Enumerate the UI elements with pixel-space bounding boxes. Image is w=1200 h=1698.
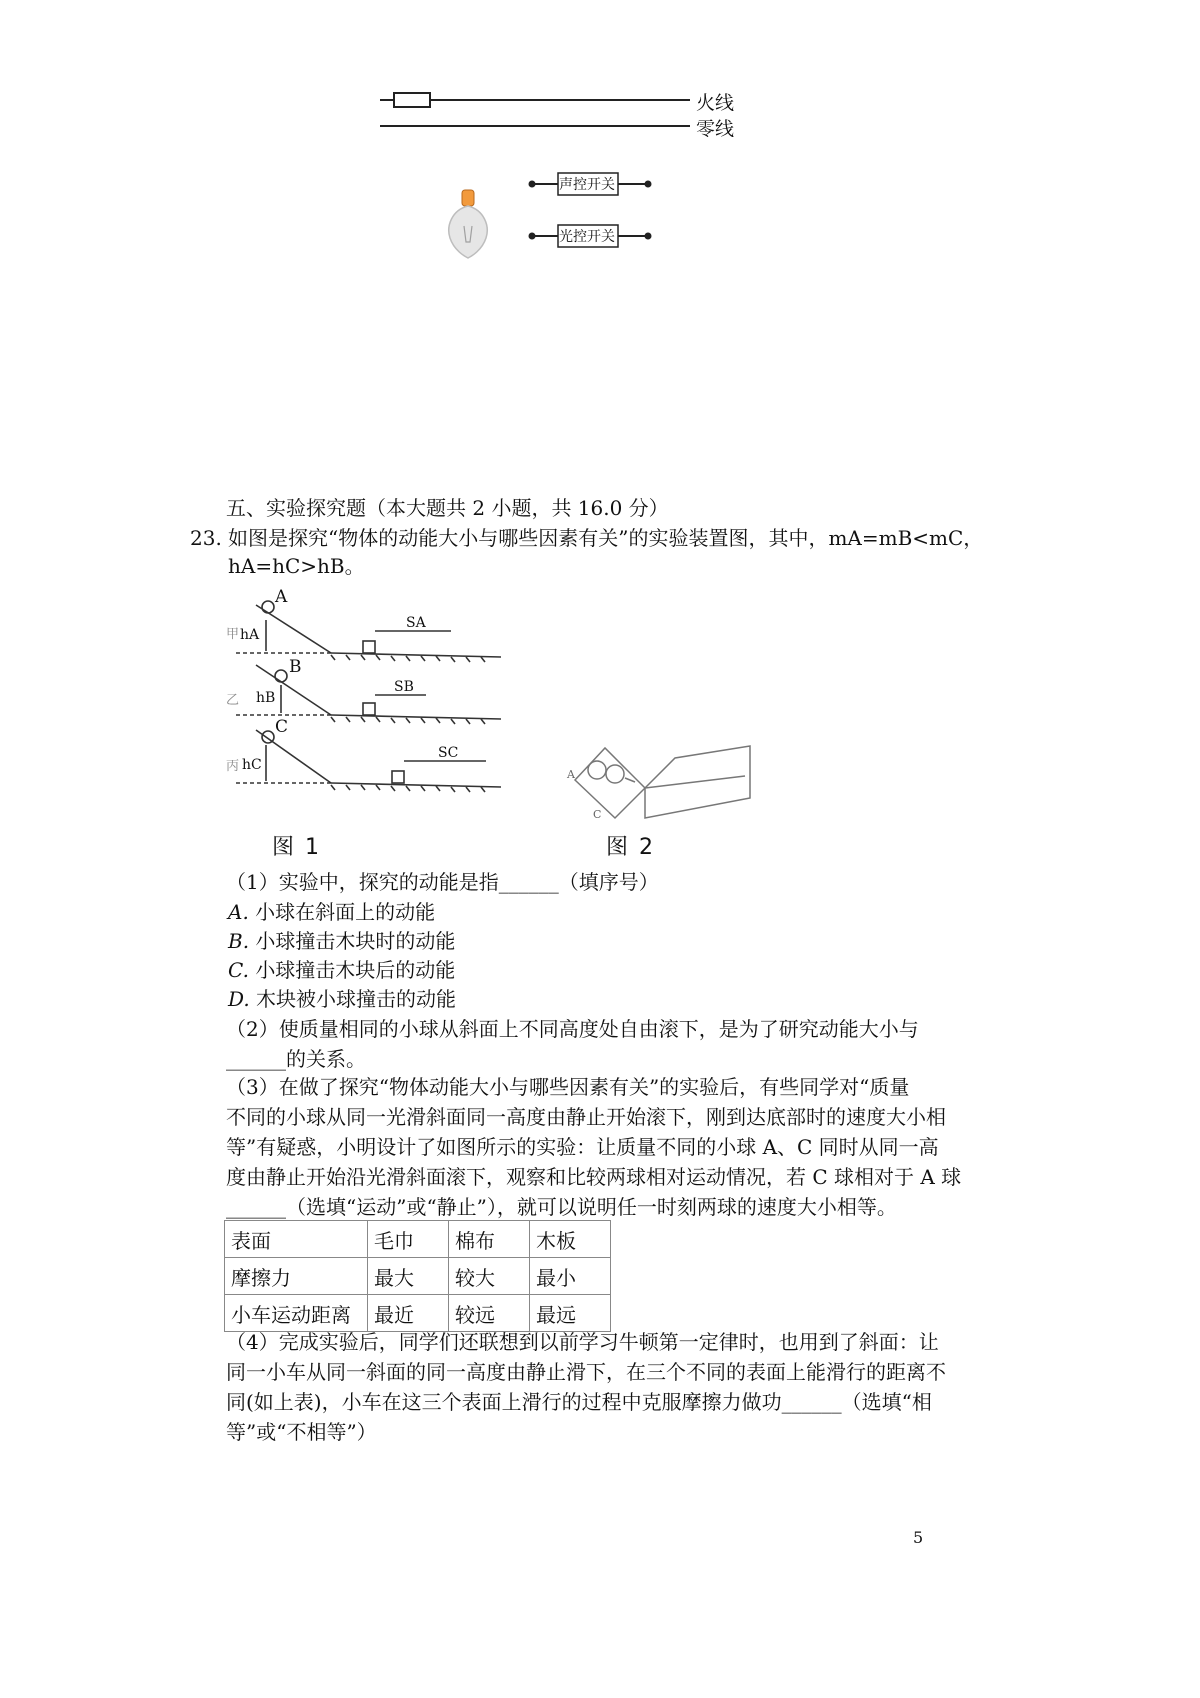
table-cell: 表面 bbox=[225, 1221, 368, 1258]
friction-table bbox=[224, 1220, 611, 1332]
part2-line2: ______的关系。 bbox=[226, 1047, 366, 1071]
option-letter: A. bbox=[228, 900, 249, 924]
part4-line4: 等”或“不相等”） bbox=[226, 1420, 377, 1444]
part3-line1: （3）在做了探究“物体动能大小与哪些因素有关”的实验后，有些同学对“质量 bbox=[226, 1075, 910, 1099]
light-switch-label: 光控开关 bbox=[559, 229, 615, 245]
table-cell: 最小 bbox=[530, 1258, 611, 1295]
table-cell: 较远 bbox=[449, 1295, 530, 1332]
distance-label-a: SA bbox=[406, 615, 426, 631]
height-label-c: hC bbox=[242, 757, 262, 773]
fuse-icon bbox=[394, 93, 430, 107]
option-letter: C. bbox=[228, 958, 249, 982]
circuit-diagram bbox=[380, 86, 780, 276]
option-letter: D. bbox=[228, 987, 250, 1011]
figure-2 bbox=[565, 738, 765, 828]
option-d bbox=[228, 983, 456, 1015]
option-letter: B. bbox=[228, 929, 250, 953]
part4-line1: （4）完成实验后，同学们还联想到以前学习牛顿第一定律时，也用到了斜面：让 bbox=[226, 1330, 939, 1354]
figure-2-ball-c: C bbox=[593, 808, 602, 821]
figure-2-ball-a: A bbox=[567, 768, 575, 781]
ball-label-b: B bbox=[289, 657, 302, 677]
figure-1 bbox=[226, 585, 516, 830]
ball-label-a: A bbox=[275, 587, 288, 607]
figure-1-caption: 图 1 bbox=[272, 835, 321, 860]
table-cell: 毛巾 bbox=[368, 1221, 449, 1258]
table-cell: 较大 bbox=[449, 1258, 530, 1295]
option-text: 木块被小球撞击的动能 bbox=[256, 987, 457, 1011]
question-stem-line2: hA=hC>hB。 bbox=[228, 554, 365, 578]
panel-label-bing: 丙 bbox=[226, 759, 240, 774]
table-cell: 棉布 bbox=[449, 1221, 530, 1258]
option-text: 小球撞击木块时的动能 bbox=[255, 929, 456, 953]
option-text: 小球在斜面上的动能 bbox=[255, 900, 436, 924]
figure-1-drawing bbox=[226, 585, 516, 830]
figure-2-caption: 图 2 bbox=[606, 835, 655, 860]
table-cell: 小车运动距离 bbox=[225, 1295, 368, 1332]
section-title: 五、实验探究题（本大题共 2 小题，共 16.0 分） bbox=[226, 496, 669, 520]
option-b bbox=[228, 925, 455, 957]
sound-switch-label: 声控开关 bbox=[559, 177, 615, 193]
part2-line1: （2）使质量相同的小球从斜面上不同高度处自由滚下，是为了研究动能大小与 bbox=[226, 1017, 919, 1041]
option-text: 小球撞击木块后的动能 bbox=[255, 958, 456, 982]
part3-line3: 等”有疑惑，小明设计了如图所示的实验：让质量不同的小球 A、C 同时从同一高 bbox=[226, 1135, 939, 1159]
panel-label-jia: 甲 bbox=[226, 627, 240, 642]
live-wire-label: 火线 bbox=[696, 92, 735, 114]
distance-label-b: SB bbox=[394, 679, 414, 695]
part4-line2: 同一小车从同一斜面的同一高度由静止滑下，在三个不同的表面上能滑行的距离不 bbox=[226, 1360, 946, 1384]
light-bulb-icon bbox=[449, 190, 487, 258]
part3-line5: ______（选填“运动”或“静止”），就可以说明任一时刻两球的速度大小相等。 bbox=[226, 1195, 897, 1219]
option-a bbox=[228, 896, 435, 928]
height-label-b: hB bbox=[256, 690, 276, 706]
option-c bbox=[228, 954, 455, 986]
table-cell: 最大 bbox=[368, 1258, 449, 1295]
page-number: 5 bbox=[913, 1528, 924, 1547]
question-stem-line1: 如图是探究“物体的动能大小与哪些因素有关”的实验装置图，其中，mA=mB<mC， bbox=[228, 526, 984, 550]
table-cell: 摩擦力 bbox=[225, 1258, 368, 1295]
table-row bbox=[225, 1221, 611, 1258]
panel-label-yi: 乙 bbox=[226, 693, 240, 708]
part3-line2: 不同的小球从同一光滑斜面同一高度由静止开始滚下，刚到达底部时的速度大小相 bbox=[226, 1105, 946, 1129]
height-label-a: hA bbox=[240, 627, 260, 643]
distance-label-c: SC bbox=[438, 745, 459, 761]
part1-prompt: （1）实验中，探究的动能是指______（填序号） bbox=[226, 870, 659, 894]
table-cell: 最近 bbox=[368, 1295, 449, 1332]
part4-line3: 同(如上表)，小车在这三个表面上滑行的过程中克服摩擦力做功______（选填“相 bbox=[226, 1390, 932, 1414]
question-number: 23. bbox=[190, 526, 222, 550]
ball-label-c: C bbox=[275, 717, 289, 737]
part3-line4: 度由静止开始沿光滑斜面滚下，观察和比较两球相对运动情况，若 C 球相对于 A 球 bbox=[226, 1165, 962, 1189]
table-cell: 木板 bbox=[530, 1221, 611, 1258]
neutral-wire-label: 零线 bbox=[696, 118, 735, 140]
table-cell: 最远 bbox=[530, 1295, 611, 1332]
table-row bbox=[225, 1258, 611, 1295]
